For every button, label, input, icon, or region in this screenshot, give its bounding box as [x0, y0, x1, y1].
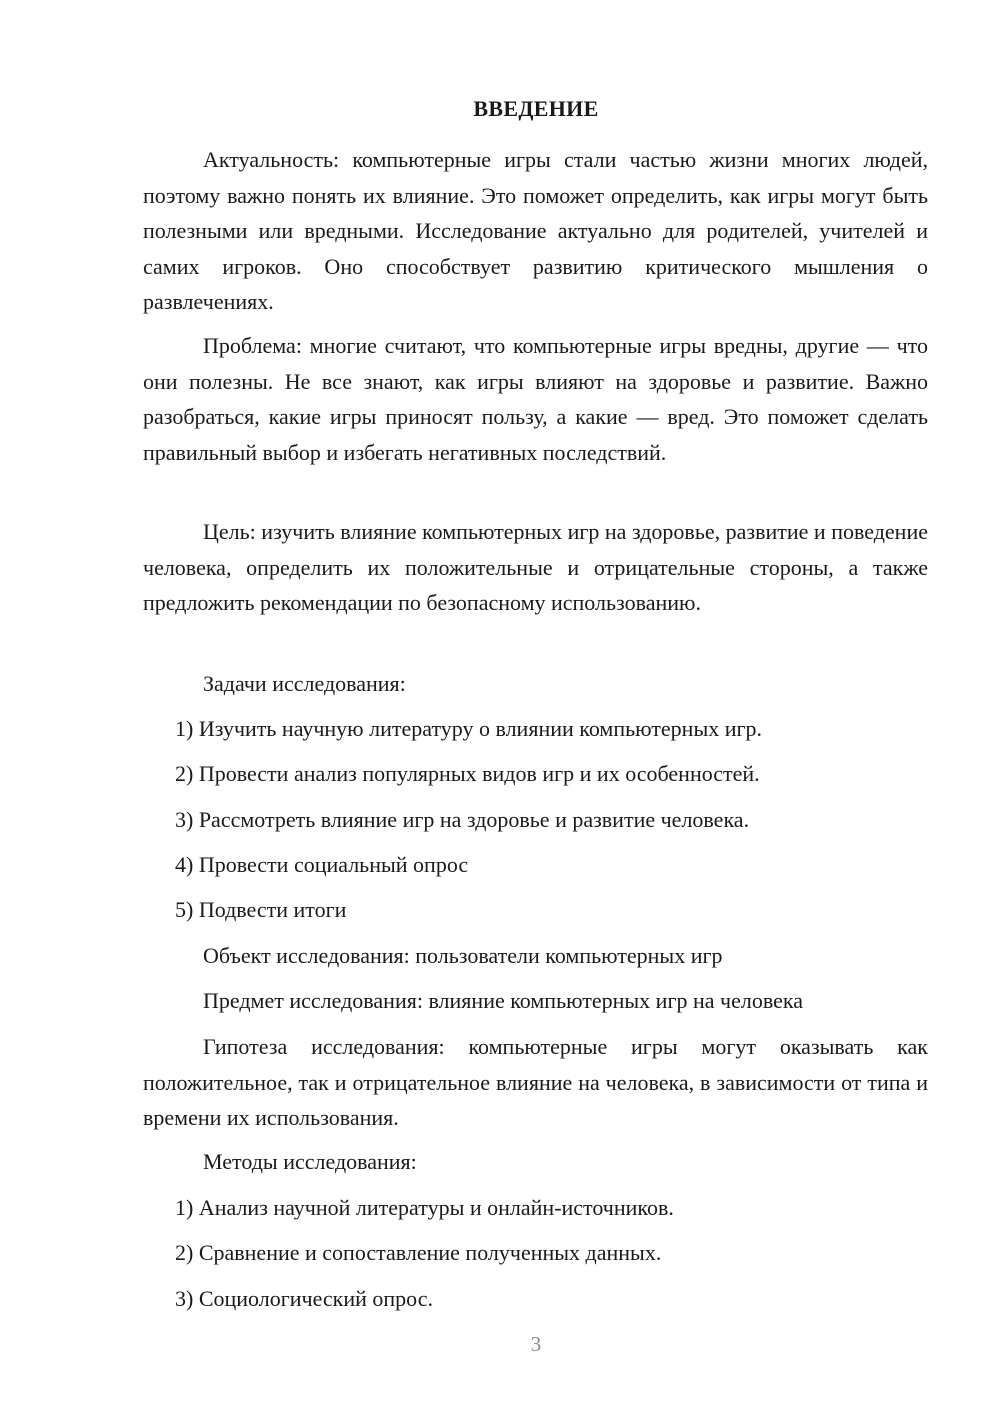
list-item: 3) Рассмотреть влияние игр на здоровье и развитие человека.: [175, 807, 750, 832]
list-item: 1) Изучить научную литературу о влиянии компьютерных игр.: [175, 716, 763, 741]
section-heading: ВВЕДЕНИЕ: [473, 96, 599, 121]
page-number: 3: [530, 1332, 542, 1356]
problem-paragraph: Проблема: многие считают, что компьютерные игры вредны, другие — что они полезны. Не все знают, как игры влияют на здоровье и развитие. Важно разобраться, какие игры приносят пользу, а какие — вред. Это поможет сделать правильный выбор и избегать негативных последствий.: [143, 333, 928, 465]
methods-title: Методы исследования:: [203, 1149, 417, 1174]
list-item: 3) Социологический опрос.: [175, 1286, 433, 1311]
list-item: 1) Анализ научной литературы и онлайн-источников.: [175, 1195, 674, 1220]
list-item: 2) Сравнение и сопоставление полученных данных.: [175, 1240, 662, 1265]
list-item: 4) Провести социальный опрос: [175, 852, 469, 877]
list-item: 5) Подвести итоги: [175, 897, 347, 922]
relevance-paragraph: Актуальность: компьютерные игры стали частью жизни многих людей, поэтому важно понять их влияние. Это поможет определить, как игры могут быть полезными или вредными. Исследование актуально для родителей, учителей и самих игроков. Оно способствует развитию критического мышления о развлечениях.: [143, 147, 928, 315]
hypothesis-paragraph: Гипотеза исследования: компьютерные игры могут оказывать как положительное, так и отрицательное влияние на человека, в зависимости от типа и времени их использования.: [143, 1034, 928, 1131]
list-item: 2) Провести анализ популярных видов игр и их особенностей.: [175, 761, 760, 786]
tasks-title: Задачи исследования:: [203, 671, 406, 696]
goal-paragraph: Цель: изучить влияние компьютерных игр на здоровье, развитие и поведение человека, определить их положительные и отрицательные стороны, а также предложить рекомендации по безопасному использованию.: [143, 519, 928, 616]
subject-line: Предмет исследования: влияние компьютерных игр на человека: [203, 988, 803, 1013]
object-line: Объект исследования: пользователи компьютерных игр: [203, 943, 723, 968]
